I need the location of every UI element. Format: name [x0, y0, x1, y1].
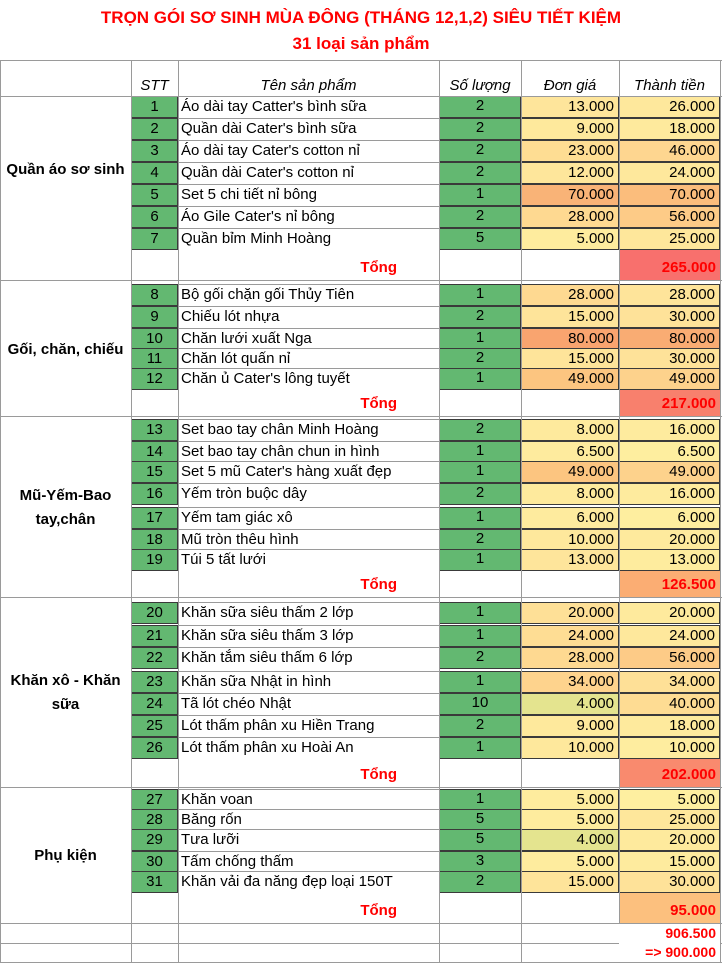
row-product-name: Túi 5 tất lưới: [178, 549, 439, 571]
group-total-label: Tổng: [360, 259, 397, 276]
row-unit-price: 13.000: [521, 549, 619, 571]
row-quantity: 3: [439, 851, 521, 873]
column-divider: [720, 60, 721, 963]
row-unit-price: 10.000: [521, 529, 619, 551]
row-line-total: 30.000: [619, 348, 720, 370]
row-line-total: 49.000: [619, 368, 720, 390]
row-stt: 26: [131, 737, 178, 759]
row-product-name: Yếm tam giác xô: [178, 507, 439, 529]
group-total-value: 265.000: [619, 250, 720, 280]
row-quantity: 1: [439, 368, 521, 390]
group-divider: [0, 787, 722, 788]
row-stt: 3: [131, 140, 178, 162]
row-unit-price: 49.000: [521, 461, 619, 483]
row-unit-price: 12.000: [521, 162, 619, 184]
row-line-total: 70.000: [619, 184, 720, 206]
row-stt: 14: [131, 441, 178, 463]
row-product-name: Quần dài Cater's cotton nỉ: [178, 162, 439, 184]
row-line-total: 56.000: [619, 647, 720, 669]
row-stt: 30: [131, 851, 178, 873]
sheet-title: TRỌN GÓI SƠ SINH MÙA ĐÔNG (THÁNG 12,1,2) SIÊU TIẾT KIỆM: [100, 8, 622, 27]
row-unit-price: 5.000: [521, 789, 619, 811]
row-line-total: 20.000: [619, 529, 720, 551]
row-quantity: 2: [439, 162, 521, 184]
row-line-total: 6.500: [619, 441, 720, 463]
row-unit-price: 5.000: [521, 851, 619, 873]
row-quantity: 1: [439, 507, 521, 529]
row-line-total: 18.000: [619, 715, 720, 737]
row-stt: 6: [131, 206, 178, 228]
row-quantity: 2: [439, 348, 521, 370]
row-product-name: Set 5 chi tiết nỉ bông: [178, 184, 439, 206]
row-line-total: 34.000: [619, 671, 720, 693]
row-product-name: Quần bỉm Minh Hoàng: [178, 228, 439, 250]
group-total-label: Tổng: [360, 902, 397, 919]
row-product-name: Quần dài Cater's bình sữa: [178, 118, 439, 140]
category-label: Phụ kiện: [34, 847, 97, 864]
row-unit-price: 49.000: [521, 368, 619, 390]
row-product-name: Khăn voan: [178, 789, 439, 811]
row-line-total: 24.000: [619, 625, 720, 647]
row-stt: 29: [131, 829, 178, 851]
row-line-total: 25.000: [619, 809, 720, 831]
row-quantity: 1: [439, 789, 521, 811]
row-stt: 8: [131, 284, 178, 306]
row-unit-price: 8.000: [521, 419, 619, 441]
row-divider: [0, 943, 722, 944]
row-quantity: 2: [439, 419, 521, 441]
row-unit-price: 15.000: [521, 348, 619, 370]
column-divider: [439, 60, 440, 963]
group-divider: [0, 923, 722, 924]
group-total-value: 126.500: [619, 571, 720, 597]
column-divider: [0, 60, 1, 963]
row-quantity: 1: [439, 328, 521, 350]
row-product-name: Khăn tắm siêu thấm 6 lớp: [178, 647, 439, 669]
row-line-total: 5.000: [619, 789, 720, 811]
column-divider: [178, 60, 179, 963]
group-divider: [0, 597, 722, 598]
row-unit-price: 9.000: [521, 715, 619, 737]
category-label: Mũ-Yếm-Bao tay,chân: [19, 486, 112, 528]
row-product-name: Chăn lót quấn nỉ: [178, 348, 439, 370]
row-unit-price: 80.000: [521, 328, 619, 350]
row-product-name: Tưa lưỡi: [178, 829, 439, 851]
row-stt: 11: [131, 348, 178, 370]
group-total-label: Tổng: [360, 576, 397, 593]
row-stt: 17: [131, 507, 178, 529]
row-line-total: 6.000: [619, 507, 720, 529]
group-total-value: 202.000: [619, 759, 720, 787]
row-quantity: 2: [439, 647, 521, 669]
row-product-name: Áo dài tay Cater's cotton nỉ: [178, 140, 439, 162]
row-product-name: Chăn ủ Cater's lông tuyết: [178, 368, 439, 390]
row-quantity: 5: [439, 809, 521, 831]
row-line-total: 49.000: [619, 461, 720, 483]
header-stt: STT: [140, 77, 169, 94]
row-product-name: Áo dài tay Catter's bình sữa: [178, 96, 439, 118]
category-label: Gối, chăn, chiếu: [7, 340, 124, 358]
row-product-name: Bộ gối chặn gối Thủy Tiên: [178, 284, 439, 306]
row-stt: 12: [131, 368, 178, 390]
row-stt: 28: [131, 809, 178, 831]
row-product-name: Chăn lưới xuất Nga: [178, 328, 439, 350]
row-unit-price: 28.000: [521, 206, 619, 228]
row-product-name: Băng rốn: [178, 809, 439, 831]
group-total-value: 95.000: [619, 893, 720, 923]
row-quantity: 2: [439, 96, 521, 118]
row-quantity: 5: [439, 829, 521, 851]
group-divider: [0, 280, 722, 281]
row-quantity: 2: [439, 483, 521, 505]
row-line-total: 56.000: [619, 206, 720, 228]
row-divider: [0, 60, 722, 61]
row-line-total: 16.000: [619, 483, 720, 505]
row-stt: 31: [131, 871, 178, 893]
row-product-name: Lót thấm phân xu Hiền Trang: [178, 715, 439, 737]
row-stt: 22: [131, 647, 178, 669]
column-divider: [619, 60, 620, 963]
row-line-total: 16.000: [619, 419, 720, 441]
row-stt: 5: [131, 184, 178, 206]
row-stt: 7: [131, 228, 178, 250]
row-quantity: 1: [439, 284, 521, 306]
row-product-name: Yếm tròn buộc dây: [178, 483, 439, 505]
row-stt: 25: [131, 715, 178, 737]
row-line-total: 80.000: [619, 328, 720, 350]
row-unit-price: 34.000: [521, 671, 619, 693]
row-line-total: 40.000: [619, 693, 720, 715]
row-product-name: Set bao tay chân chun in hình: [178, 441, 439, 463]
row-line-total: 30.000: [619, 871, 720, 893]
sheet-subtitle: 31 loại sản phẩm: [292, 34, 430, 53]
row-quantity: 2: [439, 118, 521, 140]
row-stt: 20: [131, 602, 178, 624]
rounded-total: => 900.000: [619, 943, 720, 962]
row-stt: 27: [131, 789, 178, 811]
row-product-name: Chiếu lót nhựa: [178, 306, 439, 328]
row-quantity: 1: [439, 671, 521, 693]
row-unit-price: 70.000: [521, 184, 619, 206]
row-stt: 4: [131, 162, 178, 184]
header-price: Đơn giá: [543, 77, 597, 94]
row-quantity: 1: [439, 184, 521, 206]
group-total-value: 217.000: [619, 390, 720, 416]
row-quantity: 1: [439, 549, 521, 571]
row-product-name: Lót thấm phân xu Hoài An: [178, 737, 439, 759]
row-quantity: 2: [439, 529, 521, 551]
row-line-total: 20.000: [619, 829, 720, 851]
row-quantity: 1: [439, 602, 521, 624]
row-product-name: Tã lót chéo Nhật: [178, 693, 439, 715]
row-unit-price: 28.000: [521, 284, 619, 306]
row-product-name: Khăn sữa siêu thấm 2 lớp: [178, 602, 439, 624]
row-product-name: Áo Gile Cater's nỉ bông: [178, 206, 439, 228]
row-unit-price: 23.000: [521, 140, 619, 162]
row-line-total: 30.000: [619, 306, 720, 328]
row-stt: 21: [131, 625, 178, 647]
row-product-name: Khăn sữa siêu thấm 3 lớp: [178, 625, 439, 647]
row-unit-price: 5.000: [521, 228, 619, 250]
group-divider: [0, 416, 722, 417]
row-line-total: 24.000: [619, 162, 720, 184]
row-product-name: Tấm chống thấm: [178, 851, 439, 873]
row-unit-price: 6.000: [521, 507, 619, 529]
row-quantity: 1: [439, 737, 521, 759]
row-line-total: 46.000: [619, 140, 720, 162]
row-unit-price: 4.000: [521, 693, 619, 715]
row-quantity: 2: [439, 140, 521, 162]
row-unit-price: 8.000: [521, 483, 619, 505]
row-quantity: 2: [439, 306, 521, 328]
row-quantity: 1: [439, 625, 521, 647]
row-line-total: 18.000: [619, 118, 720, 140]
row-unit-price: 10.000: [521, 737, 619, 759]
row-stt: 15: [131, 461, 178, 483]
row-unit-price: 4.000: [521, 829, 619, 851]
row-line-total: 25.000: [619, 228, 720, 250]
row-product-name: Set 5 mũ Cater's hàng xuất đẹp: [178, 461, 439, 483]
header-name: Tên sản phẩm: [260, 77, 357, 94]
row-quantity: 2: [439, 871, 521, 893]
row-divider: [0, 96, 722, 97]
row-stt: 16: [131, 483, 178, 505]
row-product-name: Khăn sữa Nhật in hình: [178, 671, 439, 693]
row-stt: 2: [131, 118, 178, 140]
row-line-total: 28.000: [619, 284, 720, 306]
row-line-total: 26.000: [619, 96, 720, 118]
row-stt: 13: [131, 419, 178, 441]
row-quantity: 1: [439, 461, 521, 483]
category-label: Khăn xô - Khăn sữa: [10, 672, 121, 713]
row-unit-price: 9.000: [521, 118, 619, 140]
header-total: Thành tiền: [634, 77, 705, 94]
row-product-name: Mũ tròn thêu hình: [178, 529, 439, 551]
row-product-name: Khăn vải đa năng đẹp loại 150T: [178, 871, 439, 893]
row-stt: 9: [131, 306, 178, 328]
row-line-total: 15.000: [619, 851, 720, 873]
row-quantity: 10: [439, 693, 521, 715]
row-unit-price: 24.000: [521, 625, 619, 647]
row-line-total: 20.000: [619, 602, 720, 624]
column-divider: [521, 60, 522, 963]
row-stt: 23: [131, 671, 178, 693]
row-stt: 1: [131, 96, 178, 118]
row-quantity: 1: [439, 441, 521, 463]
row-unit-price: 15.000: [521, 871, 619, 893]
row-unit-price: 15.000: [521, 306, 619, 328]
row-unit-price: 13.000: [521, 96, 619, 118]
row-stt: 10: [131, 328, 178, 350]
row-stt: 19: [131, 549, 178, 571]
grand-total: 906.500: [619, 924, 720, 943]
group-total-label: Tổng: [360, 766, 397, 783]
row-unit-price: 5.000: [521, 809, 619, 831]
row-unit-price: 6.500: [521, 441, 619, 463]
group-total-label: Tổng: [360, 395, 397, 412]
row-stt: 18: [131, 529, 178, 551]
row-line-total: 10.000: [619, 737, 720, 759]
category-label: Quần áo sơ sinh: [6, 161, 125, 178]
row-unit-price: 28.000: [521, 647, 619, 669]
row-quantity: 2: [439, 206, 521, 228]
row-quantity: 5: [439, 228, 521, 250]
row-stt: 24: [131, 693, 178, 715]
row-quantity: 2: [439, 715, 521, 737]
header-qty: Số lượng: [449, 77, 511, 94]
column-divider: [131, 60, 132, 963]
row-line-total: 13.000: [619, 549, 720, 571]
row-unit-price: 20.000: [521, 602, 619, 624]
row-product-name: Set bao tay chân Minh Hoàng: [178, 419, 439, 441]
